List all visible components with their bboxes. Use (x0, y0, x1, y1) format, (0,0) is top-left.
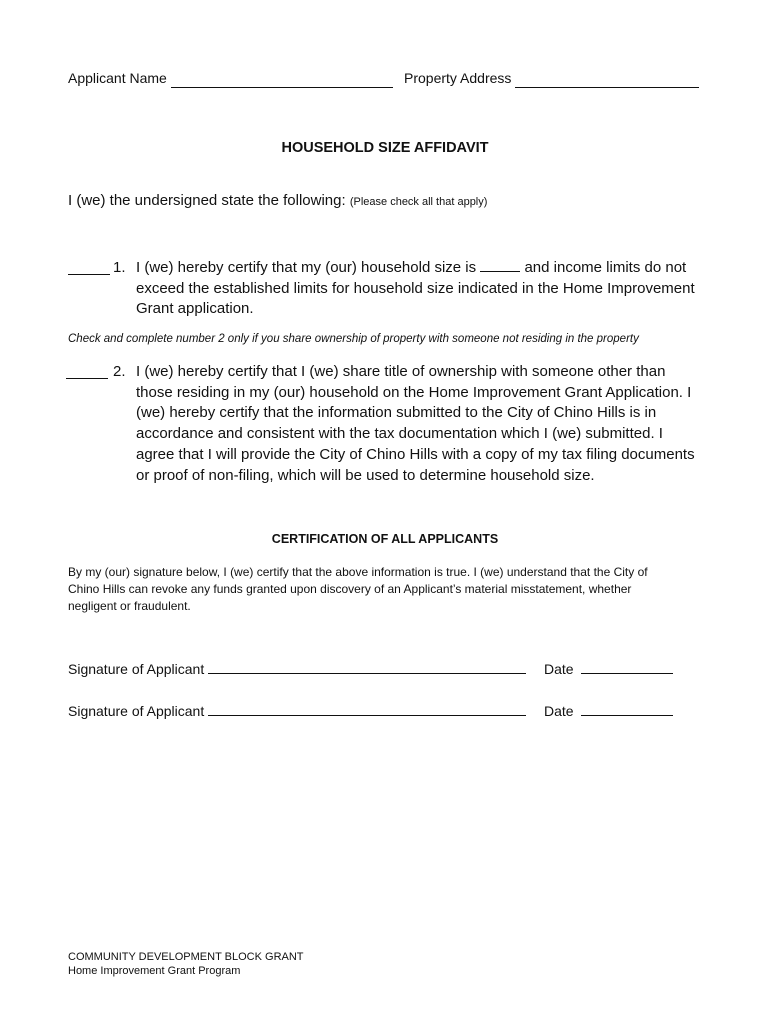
date-label: Date (544, 661, 574, 677)
item-1-text (136, 258, 702, 320)
applicant-name-field[interactable] (171, 86, 393, 88)
certification-line: By my (our) signature below, I (we) certify that the above information is true. I (we) understand that the City of (68, 565, 648, 579)
item-1-line-1b: and income limits do not (520, 259, 687, 276)
footer-line-1: COMMUNITY DEVELOPMENT BLOCK GRANT (68, 951, 304, 963)
footer (68, 950, 304, 978)
property-address-label: Property Address (404, 70, 512, 86)
item-1 (68, 258, 708, 322)
certification-title: CERTIFICATION OF ALL APPLICANTS (271, 532, 499, 546)
item-1-number: 1. (113, 259, 126, 276)
signature-field[interactable] (208, 672, 526, 674)
property-address-field[interactable] (515, 86, 699, 88)
item-1-line-2: exceed the established limits for household size indicated in the Home Improvement (136, 279, 695, 297)
date-label: Date (544, 703, 574, 719)
item-1-line-1a: I (we) hereby certify that my (our) household size is (136, 259, 481, 276)
signature-row-1 (68, 661, 673, 677)
signature-row-2 (68, 703, 673, 719)
signature-field[interactable] (208, 714, 526, 716)
item-2-line: those residing in my (our) household on the Home Improvement Grant Application. I (136, 383, 692, 401)
item-2 (68, 362, 708, 488)
applicant-name-label: Applicant Name (68, 70, 167, 86)
footer-line-2: Home Improvement Grant Program (68, 965, 241, 977)
item-1-line-3: Grant application. (136, 300, 254, 318)
date-field[interactable] (581, 714, 673, 716)
certification-line: Chino Hills can revoke any funds granted upon discovery of an Applicant’s material misstatement, whether (68, 582, 632, 596)
signature-label: Signature of Applicant (68, 661, 205, 677)
intro-statement (68, 192, 487, 209)
signature-label: Signature of Applicant (68, 703, 205, 719)
household-size-field[interactable] (480, 270, 520, 272)
item-2-line: agree that I will provide the City of Chino Hills with a copy of my tax filing documents (136, 445, 695, 463)
date-field[interactable] (581, 672, 673, 674)
item-2-line: or proof of non-filing, which will be used to determine household size. (136, 466, 595, 484)
item-2-text (136, 362, 702, 486)
item-2-line: accordance and consistent with the tax documentation which I (we) submitted. I (136, 425, 663, 443)
instruction-note: Check and complete number 2 only if you share ownership of property with someone not residing in the property (68, 333, 639, 345)
page-title: HOUSEHOLD SIZE AFFIDAVIT (281, 140, 489, 156)
item-2-line: (we) hereby certify that the information submitted to the City of Chino Hills is in (136, 404, 657, 422)
item-2-line: I (we) hereby certify that I (we) share title of ownership with someone other than (136, 363, 666, 380)
certification-text (68, 564, 648, 615)
intro-note: (Please check all that apply) (349, 196, 488, 208)
item-2-number: 2. (113, 363, 126, 380)
certification-line: negligent or fraudulent. (68, 599, 191, 613)
intro-text: I (we) the undersigned state the following: (68, 192, 350, 209)
item-1-checkbox-line[interactable] (68, 273, 110, 275)
item-2-checkbox-line[interactable] (66, 377, 108, 379)
